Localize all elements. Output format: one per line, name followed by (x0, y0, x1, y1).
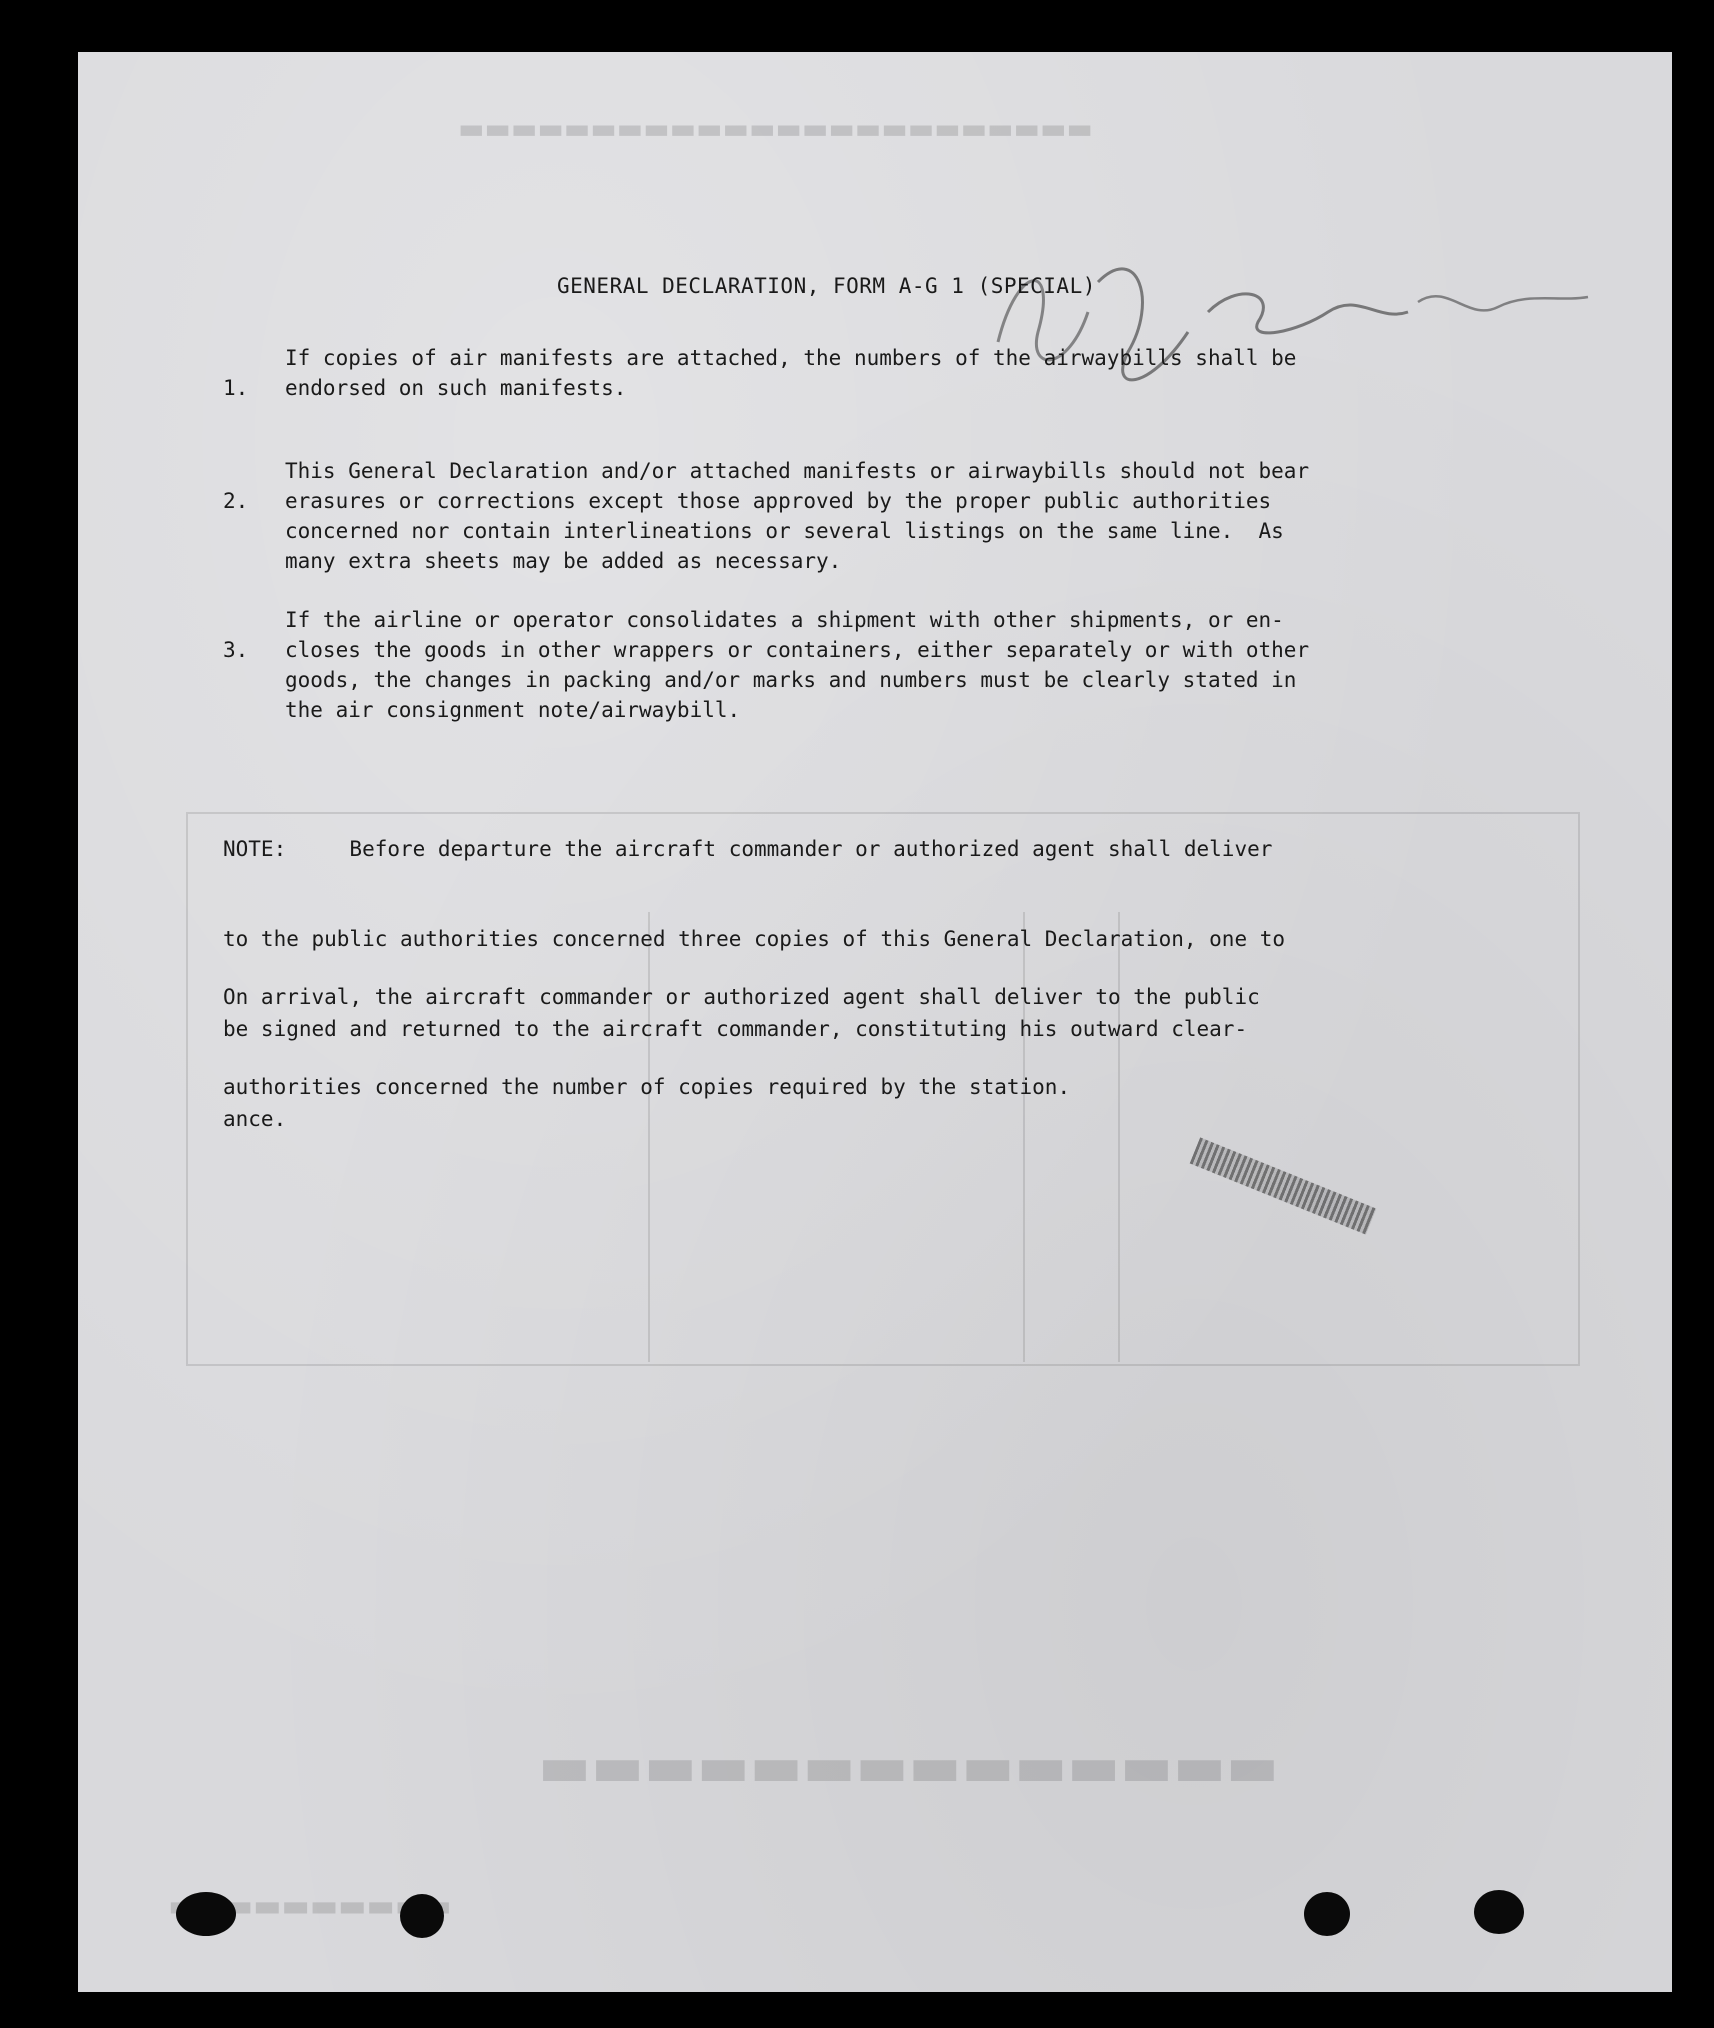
arrival-line: authorities concerned the number of copies required by the station. (223, 1075, 1071, 1099)
form-title: GENERAL DECLARATION, FORM A-G 1 (SPECIAL) (557, 274, 1096, 298)
item-line: concerned nor contain interlineations or several listings on the same line. As (285, 519, 1284, 543)
punch-hole (176, 1892, 236, 1936)
item-line: If copies of air manifests are attached, the numbers of the airwaybills shall be (285, 346, 1297, 370)
item-line: If the airline or operator consolidates a shipment with other shipments, or en- (285, 608, 1284, 632)
item-number: 2. (223, 489, 249, 513)
punch-hole (1304, 1892, 1350, 1936)
note-line: NOTE: Before departure the aircraft commander or authorized agent shall deliver (223, 837, 1273, 861)
item-line: erasures or corrections except those approved by the proper public authorities (285, 489, 1272, 513)
item-line: many extra sheets may be added as necessary. (285, 549, 842, 573)
bleed-through-form-label: ▬▬▬▬▬▬▬▬▬▬ (168, 1892, 452, 1927)
punch-hole (1474, 1890, 1524, 1934)
item-line: This General Declaration and/or attached manifests or airwaybills should not bear (285, 459, 1310, 483)
document-page (78, 52, 1672, 1992)
handwritten-signature (978, 222, 1598, 422)
item-number: 1. (223, 376, 249, 400)
note-line: be signed and returned to the aircraft commander, constituting his outward clear- (223, 1017, 1248, 1041)
item-line: closes the goods in other wrappers or containers, either separately or with other (285, 638, 1310, 662)
arrival-line: On arrival, the aircraft commander or authorized agent shall deliver to the public (223, 985, 1260, 1009)
bleed-through-large-title: ▬▬▬▬▬▬▬▬▬▬▬▬▬▬ (538, 1742, 1279, 1807)
item-line: goods, the changes in packing and/or marks and numbers must be clearly stated in (285, 668, 1297, 692)
punch-hole (400, 1894, 444, 1938)
bleed-through-header: ▬▬▬▬▬▬▬▬▬▬▬▬▬▬▬▬▬▬▬▬▬▬▬▬ (458, 112, 1093, 145)
arrival-paragraph (223, 922, 1260, 1162)
note-line: ance. (223, 1107, 287, 1131)
item-line: the air consignment note/airwaybill. (285, 698, 741, 722)
item-line: endorsed on such manifests. (285, 376, 627, 400)
note-line: to the public authorities concerned three copies of this General Declaration, one to (223, 927, 1286, 951)
item-number: 3. (223, 638, 249, 662)
